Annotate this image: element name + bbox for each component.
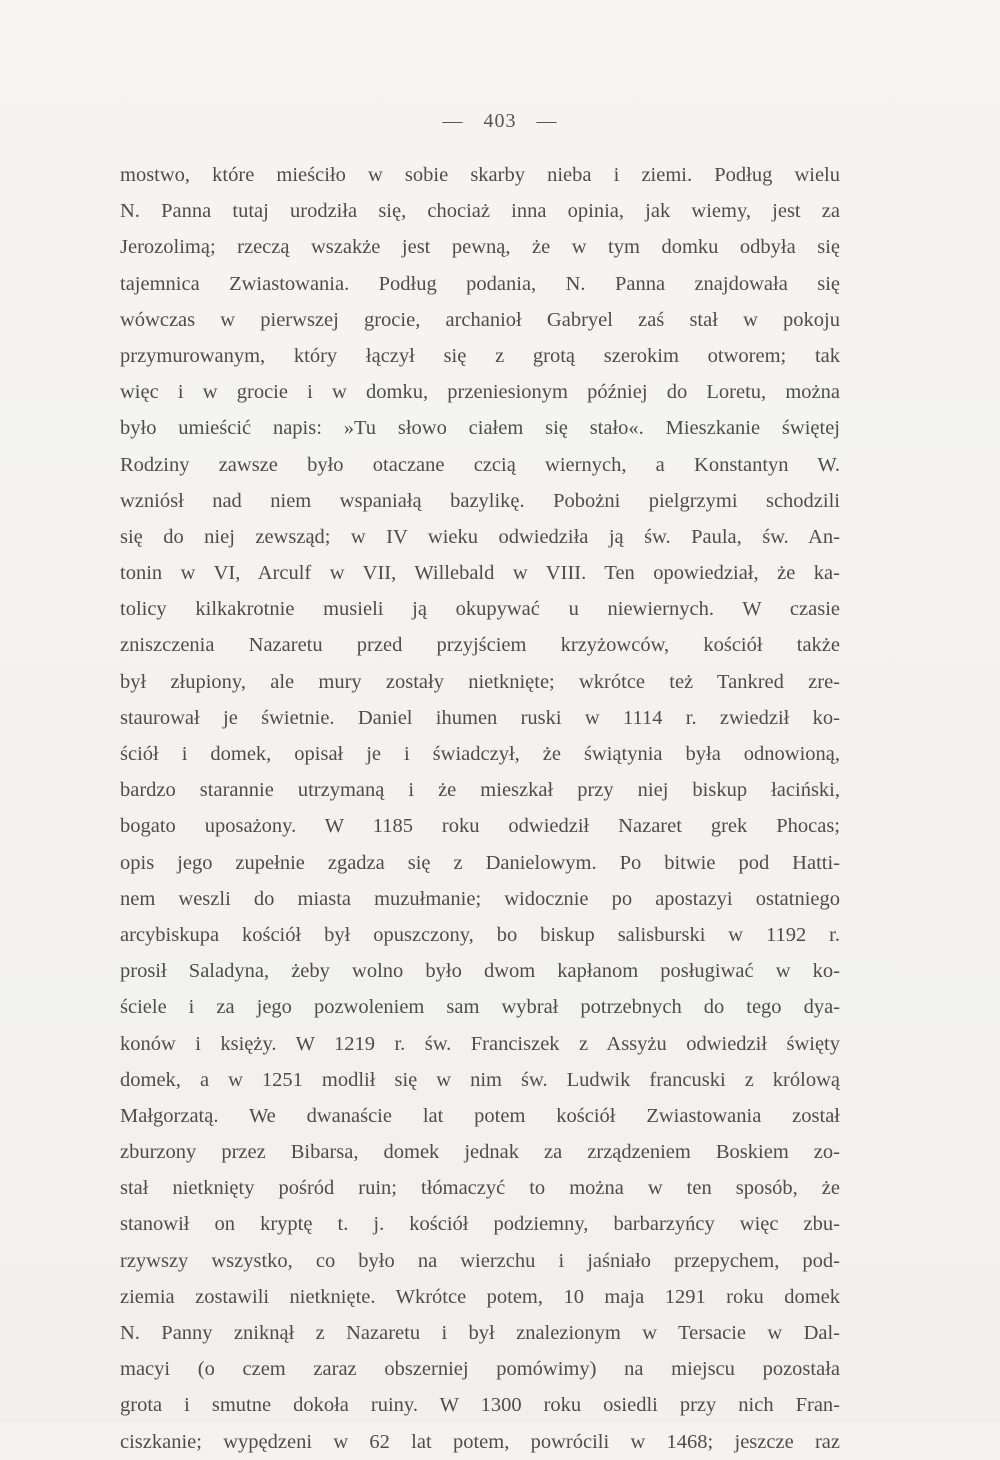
text-line: zburzony przez Bibarsa, domek jednak za zrządzeniem Boskiem zo- — [120, 1141, 840, 1164]
text-line: był złupiony, ale mury zostały nietknięte; wkrótce też Tankred zre- — [120, 670, 840, 693]
text-line: ziemia zostawili nietknięte. Wkrótce potem, 10 maja 1291 roku domek — [120, 1285, 840, 1308]
text-line: ciszkanie; wypędzeni w 62 lat potem, powrócili w 1468; jeszcze raz — [120, 1430, 840, 1453]
text-line: mostwo, które mieściło w sobie skarby nieba i ziemi. Podług wielu — [120, 164, 840, 186]
text-line: stanowił on kryptę t. j. kościół podziemny, barbarzyńcy więc zbu- — [120, 1213, 840, 1236]
text-line: się do niej zewsząd; w IV wieku odwiedziła ją św. Paula, św. An- — [120, 525, 840, 548]
text-line: ściół i domek, opisał je i świadczył, że świątynia była odnowioną, — [120, 743, 840, 765]
body-text — [120, 157, 840, 1460]
text-line: grota i smutne dokoła ruiny. W 1300 roku osiedli przy nich Fran- — [120, 1394, 840, 1417]
text-line: N. Panna tutaj urodziła się, chociaż inna opinia, jak wiemy, jest za — [120, 200, 840, 223]
header-dash-left: — — [442, 110, 464, 132]
text-line: macyi (o czem zaraz obszerniej pomówimy) na miejscu pozostała — [120, 1358, 840, 1381]
text-line: domek, a w 1251 modlił się w nim św. Ludwik francuski z królową — [120, 1068, 840, 1091]
text-line: tajemnica Zwiastowania. Podług podania, N. Panna znajdowała się — [120, 272, 840, 295]
text-line: wówczas w pierwszej grocie, archanioł Gabryel zaś stał w pokoju — [120, 308, 840, 331]
text-line: bardzo starannie utrzymaną i że mieszkał przy niej biskup łaciński, — [120, 779, 840, 802]
text-line: wzniósł nad niem wspaniałą bazylikę. Pobożni pielgrzymi schodzili — [120, 489, 840, 512]
text-line: prosił Saladyna, żeby wolno było dwom kapłanom posługiwać w ko- — [120, 960, 840, 983]
text-line: arcybiskupa kościół był opuszczony, bo biskup salisburski w 1192 r. — [120, 923, 840, 946]
text-line: więc i w grocie i w domku, przeniesionym później do Loretu, można — [120, 381, 840, 404]
text-line: zniszczenia Nazaretu przed przyjściem krzyżowców, kościół także — [120, 634, 840, 657]
page-number: 403 — [483, 110, 517, 132]
text-line: bogato uposażony. W 1185 roku odwiedził Nazaret grek Phocas; — [120, 815, 840, 838]
text-line: było umieścić napis: »Tu słowo ciałem się stało«. Mieszkanie świętej — [120, 417, 840, 440]
text-line: nem weszli do miasta muzułmanie; widocznie po apostazyi ostatniego — [120, 887, 840, 910]
text-line: Małgorzatą. We dwanaście lat potem kościół Zwiastowania został — [120, 1104, 840, 1127]
page-header — [0, 110, 1000, 133]
text-line: N. Panny zniknął z Nazaretu i był znalezionym w Tersacie w Dal- — [120, 1322, 840, 1344]
text-line: tonin w VI, Arculf w VII, Willebald w VIII. Ten opowiedział, że ka- — [120, 562, 840, 585]
text-line: konów i księży. W 1219 r. św. Franciszek z Assyżu odwiedził święty — [120, 1032, 840, 1055]
text-line: rzywszy wszystko, co było na wierzchu i jaśniało przepychem, pod- — [120, 1249, 840, 1272]
text-line: przymurowanym, który łączył się z grotą szerokim otworem; tak — [120, 344, 840, 367]
text-line: opis jego zupełnie zgadza się z Danielowym. Po bitwie pod Hatti- — [120, 851, 840, 874]
text-line: staurował je świetnie. Daniel ihumen ruski w 1114 r. zwiedził ko- — [120, 706, 840, 729]
text-line: ściele i za jego pozwoleniem sam wybrał potrzebnych do tego dya- — [120, 996, 840, 1019]
text-line: Jerozolimą; rzeczą wszakże jest pewną, że w tym domku odbyła się — [120, 236, 840, 259]
header-dash-right: — — [536, 110, 558, 132]
text-line: Rodziny zawsze było otaczane czcią wiernych, a Konstantyn W. — [120, 453, 840, 476]
text-line: stał nietknięty pośród ruin; tłómaczyć to można w ten sposób, że — [120, 1177, 840, 1200]
text-line: tolicy kilkakrotnie musieli ją okupywać u niewiernych. W czasie — [120, 598, 840, 621]
